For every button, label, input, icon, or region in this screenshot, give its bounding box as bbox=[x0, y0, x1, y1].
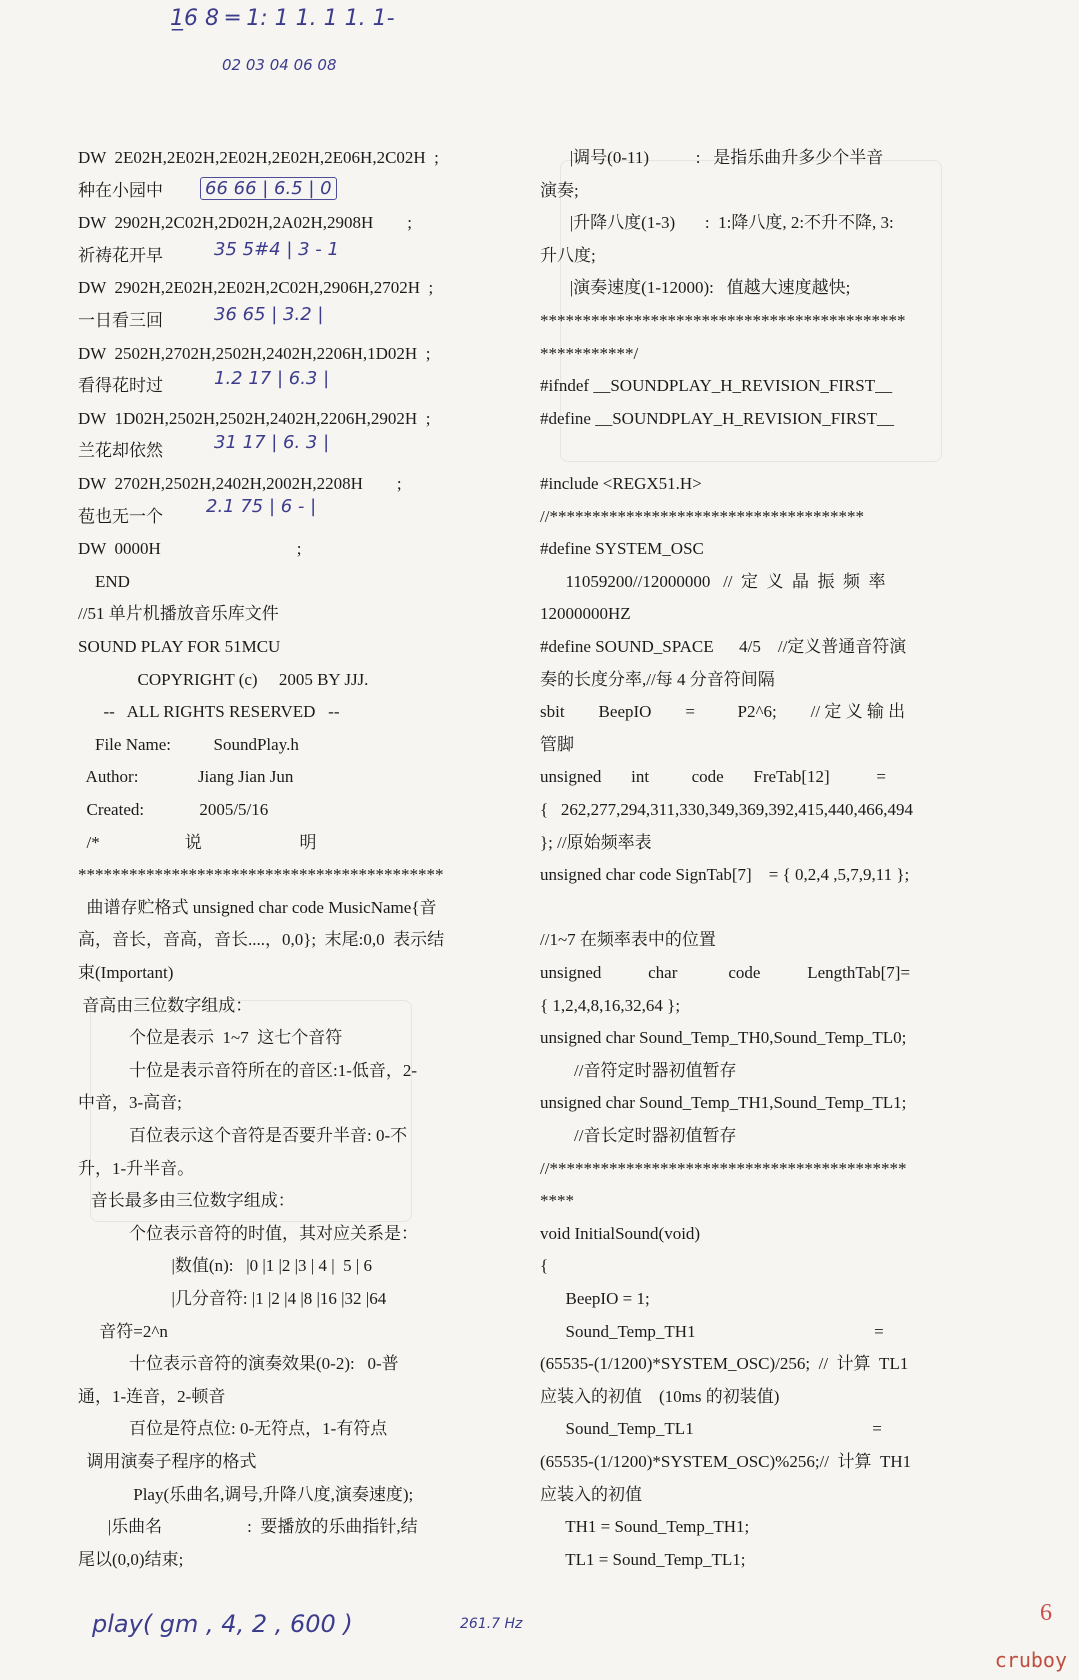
right-text-line: ***********/ bbox=[540, 343, 639, 363]
left-text-line: DW 2702H,2502H,2402H,2002H,2208H ; bbox=[78, 474, 402, 493]
left-text-line: 百位是符点位: 0-无符点，1-有符点 bbox=[78, 1419, 388, 1439]
watermark: cruboy bbox=[994, 1648, 1067, 1672]
left-text-line: DW 2502H,2702H,2502H,2402H,2206H,1D02H ; bbox=[78, 343, 431, 363]
right-text-line: //1~7 在频率表中的位置 bbox=[540, 930, 716, 950]
handwritten-notation: 36 65 | 3.2 | bbox=[214, 304, 324, 325]
left-text-line: 兰花却依然 bbox=[78, 441, 163, 461]
left-text-line: Created: 2005/5/16 bbox=[78, 800, 269, 819]
right-text-line: //************************************* bbox=[540, 506, 864, 526]
left-text-line: 通，1-连音，2-顿音 bbox=[78, 1386, 226, 1406]
left-text-line: 种在小园中 bbox=[78, 180, 163, 200]
right-text-line: ******************************************* bbox=[540, 311, 906, 330]
right-text-line: (65535-(1/1200)*SYSTEM_OSC)/256; // 计算 TL1 bbox=[540, 1354, 909, 1374]
handwritten-notation: 2.1 75 | 6 - | bbox=[206, 496, 317, 517]
right-text-line: 应装入的初值 bbox=[540, 1484, 642, 1504]
right-text-line: |升降八度(1-3) : 1:降八度, 2:不升不降, 3: bbox=[540, 213, 894, 233]
right-text-line: }; //原始频率表 bbox=[540, 832, 652, 852]
right-text-line: 升八度; bbox=[540, 245, 596, 265]
right-text-line: { 1,2,4,8,16,32,64 }; bbox=[540, 995, 681, 1015]
handwritten-frequency: 261.7 Hz bbox=[460, 1616, 523, 1632]
left-text-line: 束(Important) bbox=[78, 963, 174, 982]
left-text-line: 高，音长，音高，音长....，0,0}; 末尾:0,0 表示结 bbox=[78, 930, 445, 950]
right-text-line: |调号(0-11) : 是指乐曲升多少个半音 bbox=[540, 148, 884, 167]
left-text-line: |几分音符: |1 |2 |4 |8 |16 |32 |64 bbox=[78, 1289, 387, 1308]
right-text-line: |演奏速度(1-12000): 值越大速度越快; bbox=[540, 278, 851, 298]
page-mark: 6 bbox=[1040, 1600, 1052, 1626]
right-text-line: #ifndef __SOUNDPLAY_H_REVISION_FIRST__ bbox=[540, 376, 893, 396]
handwritten-notes-top: 1̲6 8 ═ 1: 1 1. 1 1. 1- bbox=[170, 6, 395, 31]
right-text-line: void InitialSound(void) bbox=[540, 1223, 701, 1243]
right-text-line: 11059200//12000000 // 定 义 晶 振 频 率 bbox=[540, 571, 886, 591]
left-text-line: Play(乐曲名,调号,升降八度,演奏速度); bbox=[78, 1484, 414, 1504]
right-text-line: unsigned char Sound_Temp_TH0,Sound_Temp_TL0; bbox=[540, 1028, 907, 1048]
left-text-line: |乐曲名 : 要播放的乐曲指针,结 bbox=[78, 1517, 418, 1537]
left-text-line: Author: Jiang Jian Jun bbox=[78, 767, 294, 787]
left-text-line: -- ALL RIGHTS RESERVED -- bbox=[78, 702, 340, 722]
left-text-line: 个位表示音符的时值，其对应关系是： bbox=[78, 1223, 418, 1243]
right-text-line: #define SYSTEM_OSC bbox=[540, 539, 704, 559]
left-text-line: DW 2E02H,2E02H,2E02H,2E02H,2E06H,2C02H ; bbox=[78, 148, 439, 167]
right-text-line: unsigned int code FreTab[12] = bbox=[540, 767, 886, 787]
right-text-line: sbit BeepIO = P2^6; // 定 义 输 出 bbox=[540, 702, 906, 722]
right-text-line: //音符定时器初值暂存 bbox=[540, 1060, 737, 1080]
left-text-line: DW 2902H,2E02H,2E02H,2C02H,2906H,2702H ; bbox=[78, 278, 434, 298]
left-text-line: |数值(n): |0 |1 |2 |3 | 4 | 5 | 6 bbox=[78, 1256, 373, 1276]
right-text-line: { 262,277,294,311,330,349,369,392,415,440,466,494 bbox=[540, 800, 914, 819]
handwritten-notation: 1.2 17 | 6.3 | bbox=[214, 368, 330, 389]
right-text-line: TL1 = Sound_Temp_TL1; bbox=[540, 1549, 746, 1569]
left-text-line: COPYRIGHT (c) 2005 BY JJJ. bbox=[78, 669, 369, 689]
left-text-line: 调用演奏子程序的格式 bbox=[78, 1452, 257, 1471]
left-text-line: SOUND PLAY FOR 51MCU bbox=[78, 637, 281, 656]
right-text-line: unsigned char code SignTab[7] = { 0,2,4 ,5,7,9,11 }; bbox=[540, 865, 910, 885]
right-text-line: #define SOUND_SPACE 4/5 //定义普通音符演 bbox=[540, 637, 907, 656]
right-text-line: { bbox=[540, 1256, 549, 1276]
left-text-line: //51 单片机播放音乐库文件 bbox=[78, 604, 279, 624]
right-text-line: **** bbox=[540, 1191, 574, 1211]
left-text-line: 曲谱存贮格式 unsigned char code MusicName{音 bbox=[78, 897, 437, 917]
left-text-line: 音长最多由三位数字组成： bbox=[78, 1191, 295, 1211]
right-text-line: #define __SOUNDPLAY_H_REVISION_FIRST__ bbox=[540, 408, 895, 428]
left-text-line: 十位是表示音符所在的音区:1-低音，2- bbox=[78, 1060, 418, 1080]
left-text-line: END bbox=[78, 571, 130, 591]
handwritten-numbers-top: 02 03 04 06 08 bbox=[222, 56, 337, 74]
right-text-line: 演奏; bbox=[540, 180, 579, 200]
left-text-line: 音高由三位数字组成： bbox=[78, 995, 253, 1015]
right-text-line: //****************************************** bbox=[540, 1158, 907, 1178]
left-text-line: 看得花时过 bbox=[78, 376, 163, 396]
left-text-line: 一日看三回 bbox=[78, 311, 163, 330]
left-text-line: 苞也无一个 bbox=[78, 506, 163, 526]
left-text-line: 百位表示这个音符是否要升半音: 0-不 bbox=[78, 1126, 408, 1145]
left-text-line: 十位表示音符的演奏效果(0-2): 0-普 bbox=[78, 1354, 399, 1374]
right-text-line: Sound_Temp_TH1 = bbox=[540, 1321, 884, 1341]
right-text-line: Sound_Temp_TL1 = bbox=[540, 1419, 882, 1439]
left-text-line: DW 1D02H,2502H,2502H,2402H,2206H,2902H ; bbox=[78, 408, 431, 428]
left-text-line: DW 2902H,2C02H,2D02H,2A02H,2908H ; bbox=[78, 213, 413, 233]
handwritten-notation: 31 17 | 6. 3 | bbox=[214, 432, 330, 453]
left-text-line: 尾以(0,0)结束; bbox=[78, 1549, 184, 1569]
left-text-line: 祈祷花开早 bbox=[78, 245, 163, 265]
left-text-line: DW 0000H ; bbox=[78, 539, 302, 559]
right-text-line: 12000000HZ bbox=[540, 604, 631, 624]
right-text-line: BeepIO = 1; bbox=[540, 1289, 650, 1308]
left-text-line: /* 说 明 bbox=[78, 832, 317, 852]
right-text-line: (65535-(1/1200)*SYSTEM_OSC)%256;// 计算 TH1 bbox=[540, 1452, 912, 1471]
handwritten-notation: 35 5#4 | 3 - 1 bbox=[214, 239, 339, 260]
left-text-line: 升，1-升半音。 bbox=[78, 1158, 195, 1178]
right-text-line: #include <REGX51.H> bbox=[540, 474, 702, 493]
left-text-line: 中音，3-高音; bbox=[78, 1093, 182, 1113]
left-text-line: 个位是表示 1~7 这七个音符 bbox=[78, 1028, 343, 1048]
right-text-line: //音长定时器初值暂存 bbox=[540, 1126, 737, 1145]
right-text-line: 奏的长度分率,//每 4 分音符间隔 bbox=[540, 669, 775, 689]
left-text-line: ******************************************* bbox=[78, 865, 444, 885]
right-text-line: 管脚 bbox=[540, 734, 574, 754]
left-text-line: 音符=2^n bbox=[78, 1321, 168, 1341]
right-text-line: TH1 = Sound_Temp_TH1; bbox=[540, 1517, 750, 1537]
handwritten-play-call: play( gm , 4, 2 , 600 ) bbox=[92, 1610, 353, 1638]
handwritten-notation: 66 66 | 6.5 | 0 bbox=[200, 177, 337, 200]
right-text-line: unsigned char code LengthTab[7]= bbox=[540, 963, 911, 982]
right-text-line: 应装入的初值 (10ms 的初装值) bbox=[540, 1386, 780, 1406]
left-text-line: File Name: SoundPlay.h bbox=[78, 734, 299, 754]
right-text-line: unsigned char Sound_Temp_TH1,Sound_Temp_TL1; bbox=[540, 1093, 907, 1113]
